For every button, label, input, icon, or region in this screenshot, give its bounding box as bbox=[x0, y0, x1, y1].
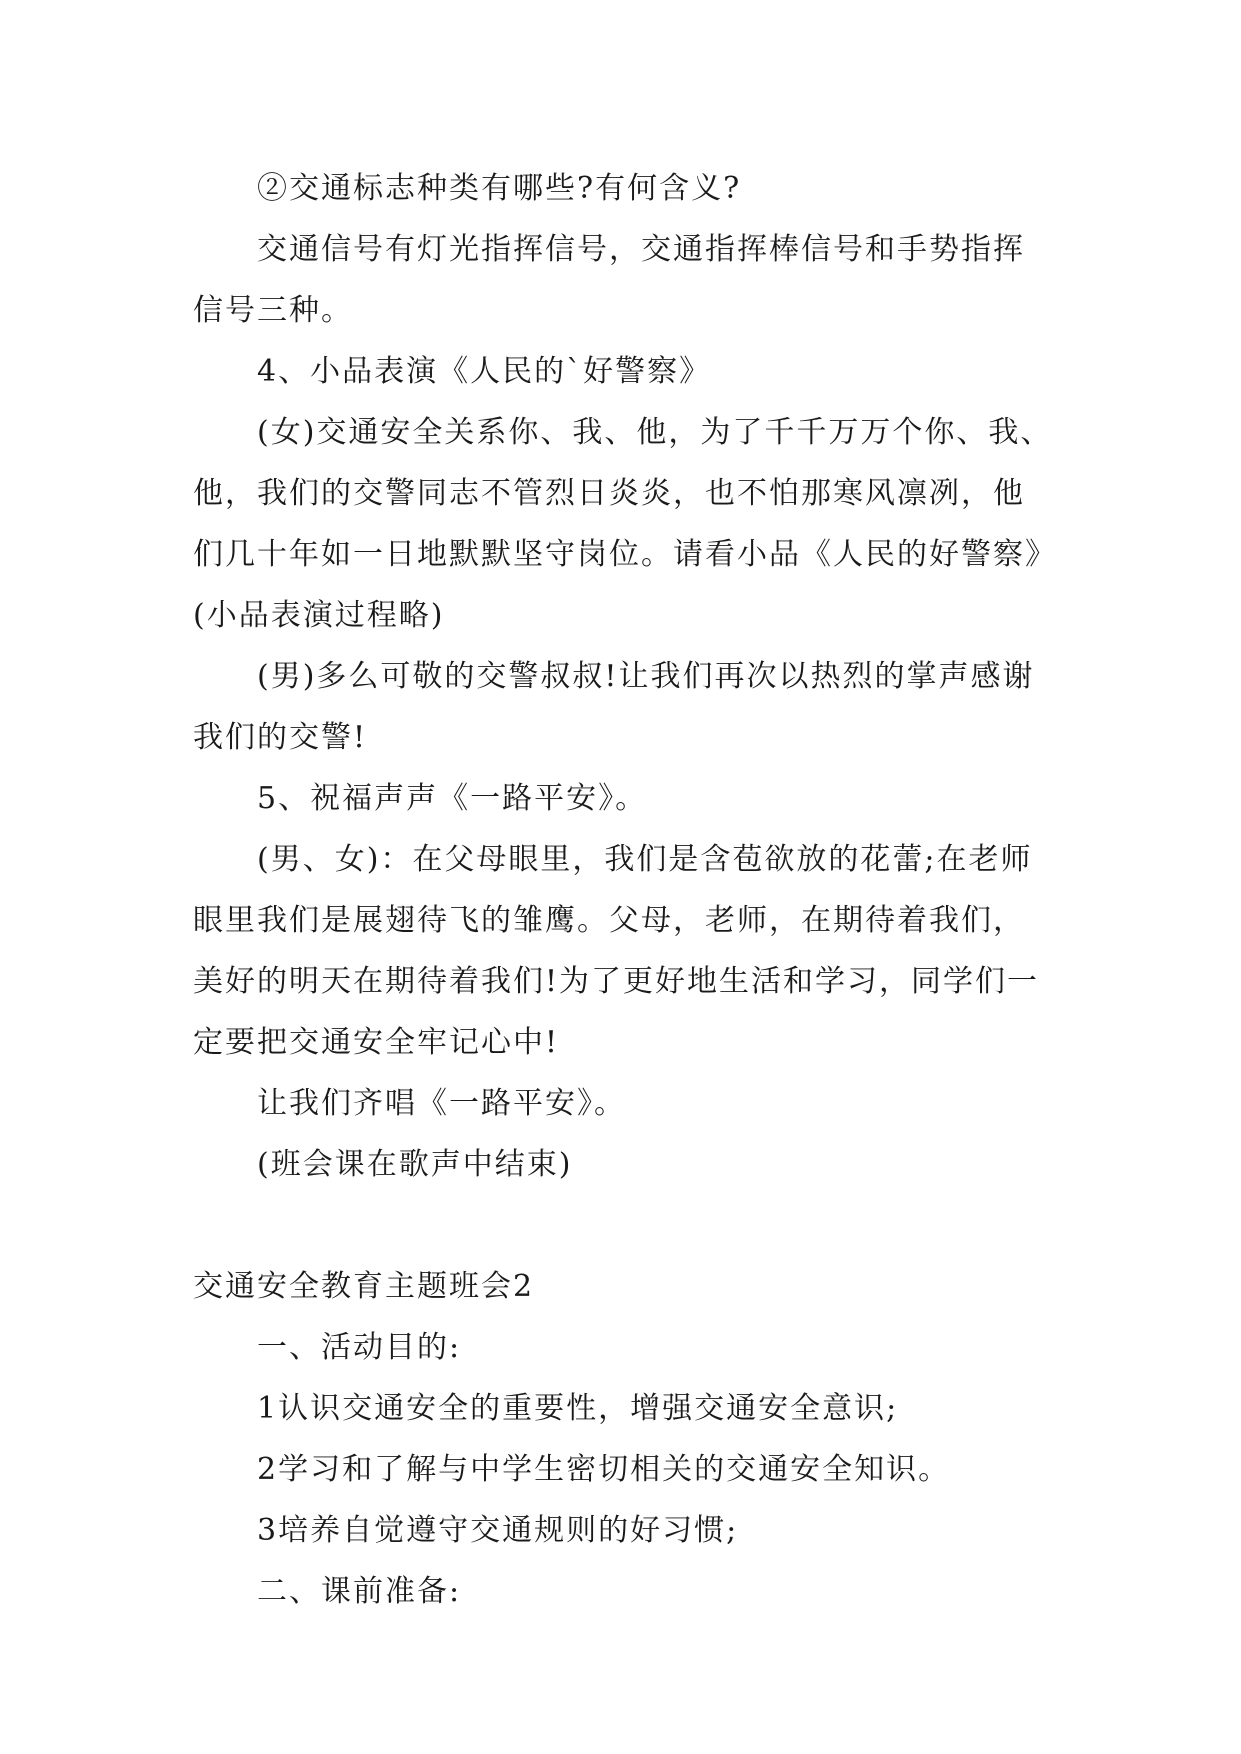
document-body bbox=[193, 158, 1057, 1622]
paragraph-male-host: (男)多么可敬的交警叔叔!让我们再次以热烈的掌声感谢我们的交警! bbox=[193, 659, 1035, 755]
paragraph-objective-3: 3培养自觉遵守交通规则的好习惯; bbox=[257, 1513, 739, 1548]
paragraph-hosts-together: (男、女)：在父母眼里，我们是含苞欲放的花蕾;在老师眼里我们是展翅待飞的雏鹰。父母，老师，在期待着我们，美好的明天在期待着我们!为了更好地生活和学习，同学们一定要把交通安全牢记心中! bbox=[193, 842, 1040, 1060]
paragraph-objective-2: 2学习和了解与中学生密切相关的交通安全知识。 bbox=[257, 1452, 951, 1487]
paragraph-ending: (班会课在歌声中结束) bbox=[257, 1147, 573, 1182]
section-title: 交通安全教育主题班会2 bbox=[193, 1269, 535, 1304]
paragraph-preparation-heading: 二、课前准备: bbox=[257, 1574, 462, 1609]
paragraph-traffic-signals: 交通信号有灯光指挥信号，交通指挥棒信号和手势指挥信号三种。 bbox=[193, 232, 1025, 328]
paragraph-skit-title: 4、小品表演《人民的`好警察》 bbox=[257, 354, 712, 389]
paragraph-female-host: (女)交通安全关系你、我、他，为了千千万万个你、我、他，我们的交警同志不管烈日炎炎，也不怕那寒风凛冽，他们几十年如一日地默默坚守岗位。请看小品《人民的好警察》 bbox=[193, 415, 1057, 572]
paragraph-question-signs: ②交通标志种类有哪些?有何含义? bbox=[257, 171, 742, 206]
paragraph-objective-1: 1认识交通安全的重要性，增强交通安全意识; bbox=[257, 1391, 899, 1426]
paragraph-blessing-title: 5、祝福声声《一路平安》。 bbox=[257, 781, 648, 816]
paragraph-skit-note: (小品表演过程略) bbox=[193, 598, 445, 633]
paragraph-sing-together: 让我们齐唱《一路平安》。 bbox=[257, 1086, 626, 1121]
paragraph-objectives-heading: 一、活动目的: bbox=[257, 1330, 462, 1365]
